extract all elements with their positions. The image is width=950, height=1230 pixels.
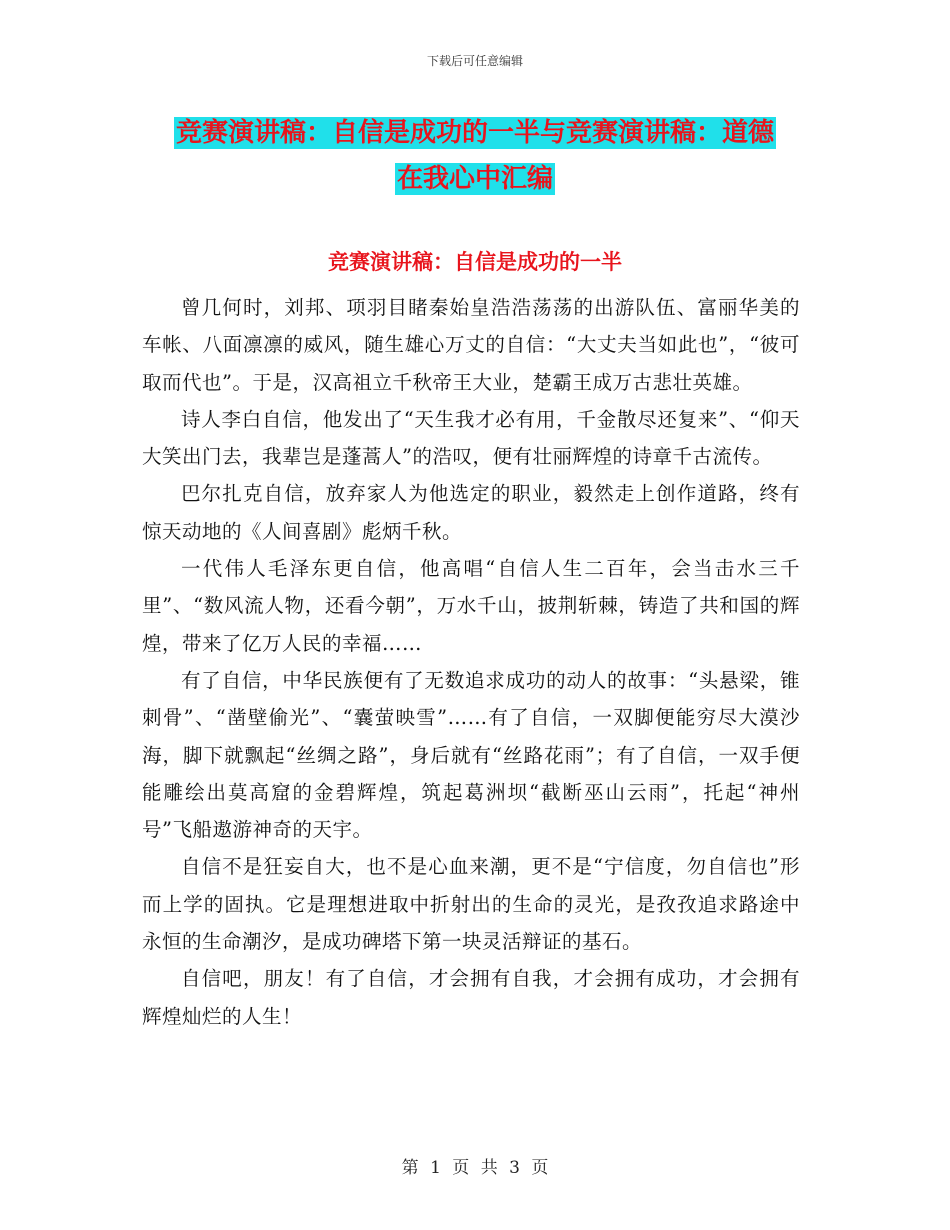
paragraph: 自信吧，朋友！有了自信，才会拥有自我，才会拥有成功，才会拥有辉煌灿烂的人生！ bbox=[142, 967, 800, 1028]
paragraph: 一代伟人毛泽东更自信，他高唱“自信人生二百年，会当击水三千里”、“数风流人物，还看今朝”，万水千山，披荆斩棘，铸造了共和国的辉煌，带来了亿万人民的幸福…… bbox=[142, 557, 800, 655]
page-header-note: 下载后可任意编辑 bbox=[426, 54, 523, 68]
page-number-footer: 第 1 页 共 3 页 bbox=[401, 1158, 549, 1178]
paragraph: 有了自信，中华民族便有了无数追求成功的动人的故事：“头悬梁，锥刺骨”、“凿壁偷光”、“囊萤映雪”……有了自信，一双脚便能穷尽大漠沙海，脚下就飘起“丝绸之路”，身后就有“丝路花雨”；有了自信，一双手便能雕绘出莫高窟的金碧辉煌，筑起葛洲坝“截断巫山云雨”，托起“神州号”飞船遨游神奇的天宇。 bbox=[142, 668, 800, 842]
paragraph: 巴尔扎克自信，放弃家人为他选定的职业，毅然走上创作道路，终有惊天动地的《人间喜剧》彪炳千秋。 bbox=[142, 482, 800, 543]
body-text bbox=[142, 289, 800, 1035]
paragraph: 诗人李白自信，他发出了“天生我才必有用，千金散尽还复来”、“仰天大笑出门去，我辈岂是蓬蒿人”的浩叹，便有壮丽辉煌的诗章千古流传。 bbox=[142, 407, 800, 469]
document-title bbox=[140, 110, 810, 202]
section-heading: 竞赛演讲稿：自信是成功的一半 bbox=[328, 250, 622, 274]
paragraph: 自信不是狂妄自大，也不是心血来潮，更不是“宁信度，勿自信也”形而上学的固执。它是理想进取中折射出的生命的灵光，是孜孜追求路途中永恒的生命潮汐，是成功碑塔下第一块灵活辩证的基石。 bbox=[142, 855, 800, 954]
document-title-line-2: 在我心中汇编 bbox=[396, 164, 553, 194]
document-title-line-1: 竞赛演讲稿：自信是成功的一半与竞赛演讲稿：道德 bbox=[175, 118, 774, 148]
paragraph: 曾几何时，刘邦、项羽目睹秦始皇浩浩荡荡的出游队伍、富丽华美的车帐、八面凛凛的威风，随生雄心万丈的自信：“大丈夫当如此也”，“彼可取而代也”。于是，汉高祖立千秋帝王大业，楚霸王成万古悲壮英雄。 bbox=[142, 296, 800, 394]
